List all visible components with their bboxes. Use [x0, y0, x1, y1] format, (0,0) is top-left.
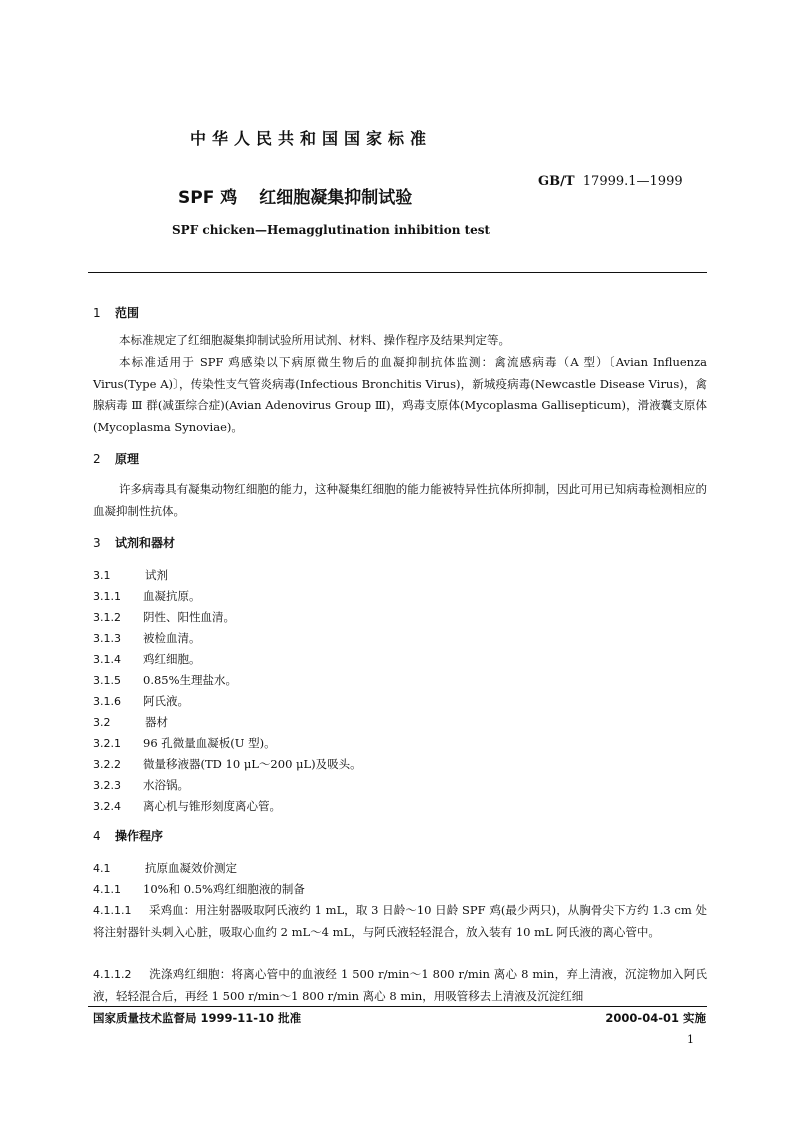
section-2-heading [93, 450, 139, 467]
list-item: 3.2.1 96 孔微量血凝板(U 型)。 [93, 736, 276, 750]
section-4-heading [93, 827, 163, 844]
section-3-title: 试剂和器材 [115, 536, 176, 550]
section-2-paragraph-1: 许多病毒具有凝集动物红细胞的能力，这种凝集红细胞的能力能被特异性抗体所抑制，因此可用已知病毒检测相应的血凝抑制性抗体。 [93, 482, 707, 518]
list-item: 3.1.3 被检血清。 [93, 631, 201, 645]
list-item: 3.2.4 离心机与锥形刻度离心管。 [93, 799, 281, 813]
clause-number: 4.1.1.1 [93, 904, 132, 917]
list-item: 3.1.2 阴性、阳性血清。 [93, 610, 235, 624]
clause-4-1-1-1 [93, 900, 707, 943]
list-item: 3.1 试剂 [93, 568, 168, 582]
section-1-paragraph-1: 本标准规定了红细胞凝集抑制试验所用试剂、材料、操作程序及结果判定等。 [119, 333, 510, 347]
section-2-title: 原理 [115, 452, 140, 466]
page-number: 1 [687, 1033, 694, 1046]
standard-code [538, 174, 683, 189]
section-1-title: 范围 [115, 306, 140, 320]
list-item: 3.1.6 阿氏液。 [93, 694, 189, 708]
list-item: 4.1 抗原血凝效价测定 [93, 861, 237, 875]
list-item: 4.1.1 10%和 0.5%鸡红细胞液的制备 [93, 882, 305, 896]
section-2-number: 2 [93, 452, 101, 466]
standard-title-part2: 红细胞凝集抑制试验 [259, 188, 413, 208]
section-4-number: 4 [93, 829, 101, 843]
header-divider [88, 272, 707, 273]
clause-4-1-1-2 [93, 964, 707, 1007]
list-item: 3.2.3 水浴锅。 [93, 778, 189, 792]
english-title: SPF chicken—Hemagglutination inhibition test [172, 223, 491, 237]
list-item: 3.2.2 微量移液器(TD 10 μL～200 μL)及吸头。 [93, 757, 362, 771]
standard-title [178, 183, 412, 208]
clause-text: 采鸡血：用注射器吸取阿氏液约 1 mL，取 3 日龄～10 日龄 SPF 鸡(最少两只)，从胸骨尖下方约 1.3 cm 处将注射器针头刺入心脏，吸取心血约 2 mL～4 mL，与阿氏液轻轻混合，放入装有 10 mL 阿氏液的离心管中。 [93, 903, 707, 939]
list-item: 3.2 器材 [93, 715, 168, 729]
standard-code-prefix: GB/T [538, 174, 575, 189]
standard-title-part1: SPF 鸡 [178, 188, 238, 208]
section-3-number: 3 [93, 536, 101, 550]
list-item: 3.1.4 鸡红细胞。 [93, 652, 201, 666]
approval-date: 国家质量技术监督局 1999-11-10 批准 [93, 1011, 302, 1025]
section-1-paragraph-2: 本标准适用于 SPF 鸡感染以下病原微生物后的血凝抑制抗体监测：禽流感病毒（A 型）〔Avian Influenza Virus(Type A)〕，传染性支气管炎病毒(Infectious Bronchitis Virus)，新城疫病毒(Newcastle Disease Virus)，禽腺病毒 Ⅲ 群(减蛋综合症)(Avian Adenovirus Group Ⅲ)，鸡毒支原体(Mycoplasma Gallisepticum)，滑液囊支原体(Mycoplasma Synoviae)。 [93, 355, 707, 434]
clause-text: 洗涤鸡红细胞：将离心管中的血液经 1 500 r/min～1 800 r/min 离心 8 min，弃上清液，沉淀物加入阿氏液，轻轻混合后，再经 1 500 r/min～1 800 r/min 离心 8 min，用吸管移去上清液及沉淀红细 [93, 967, 707, 1003]
list-item: 3.1.1 血凝抗原。 [93, 589, 201, 603]
list-item: 3.1.5 0.85%生理盐水。 [93, 673, 238, 687]
section-1-number: 1 [93, 306, 101, 320]
national-standard-heading: 中华人民共和国国家标准 [190, 129, 433, 148]
section-4-title: 操作程序 [115, 829, 164, 843]
standard-code-number: 17999.1—1999 [582, 174, 683, 189]
implementation-date: 2000-04-01 实施 [605, 1011, 706, 1025]
section-1-heading [93, 304, 139, 321]
clause-number: 4.1.1.2 [93, 968, 132, 981]
footer-divider [88, 1006, 707, 1007]
section-3-heading [93, 534, 175, 551]
